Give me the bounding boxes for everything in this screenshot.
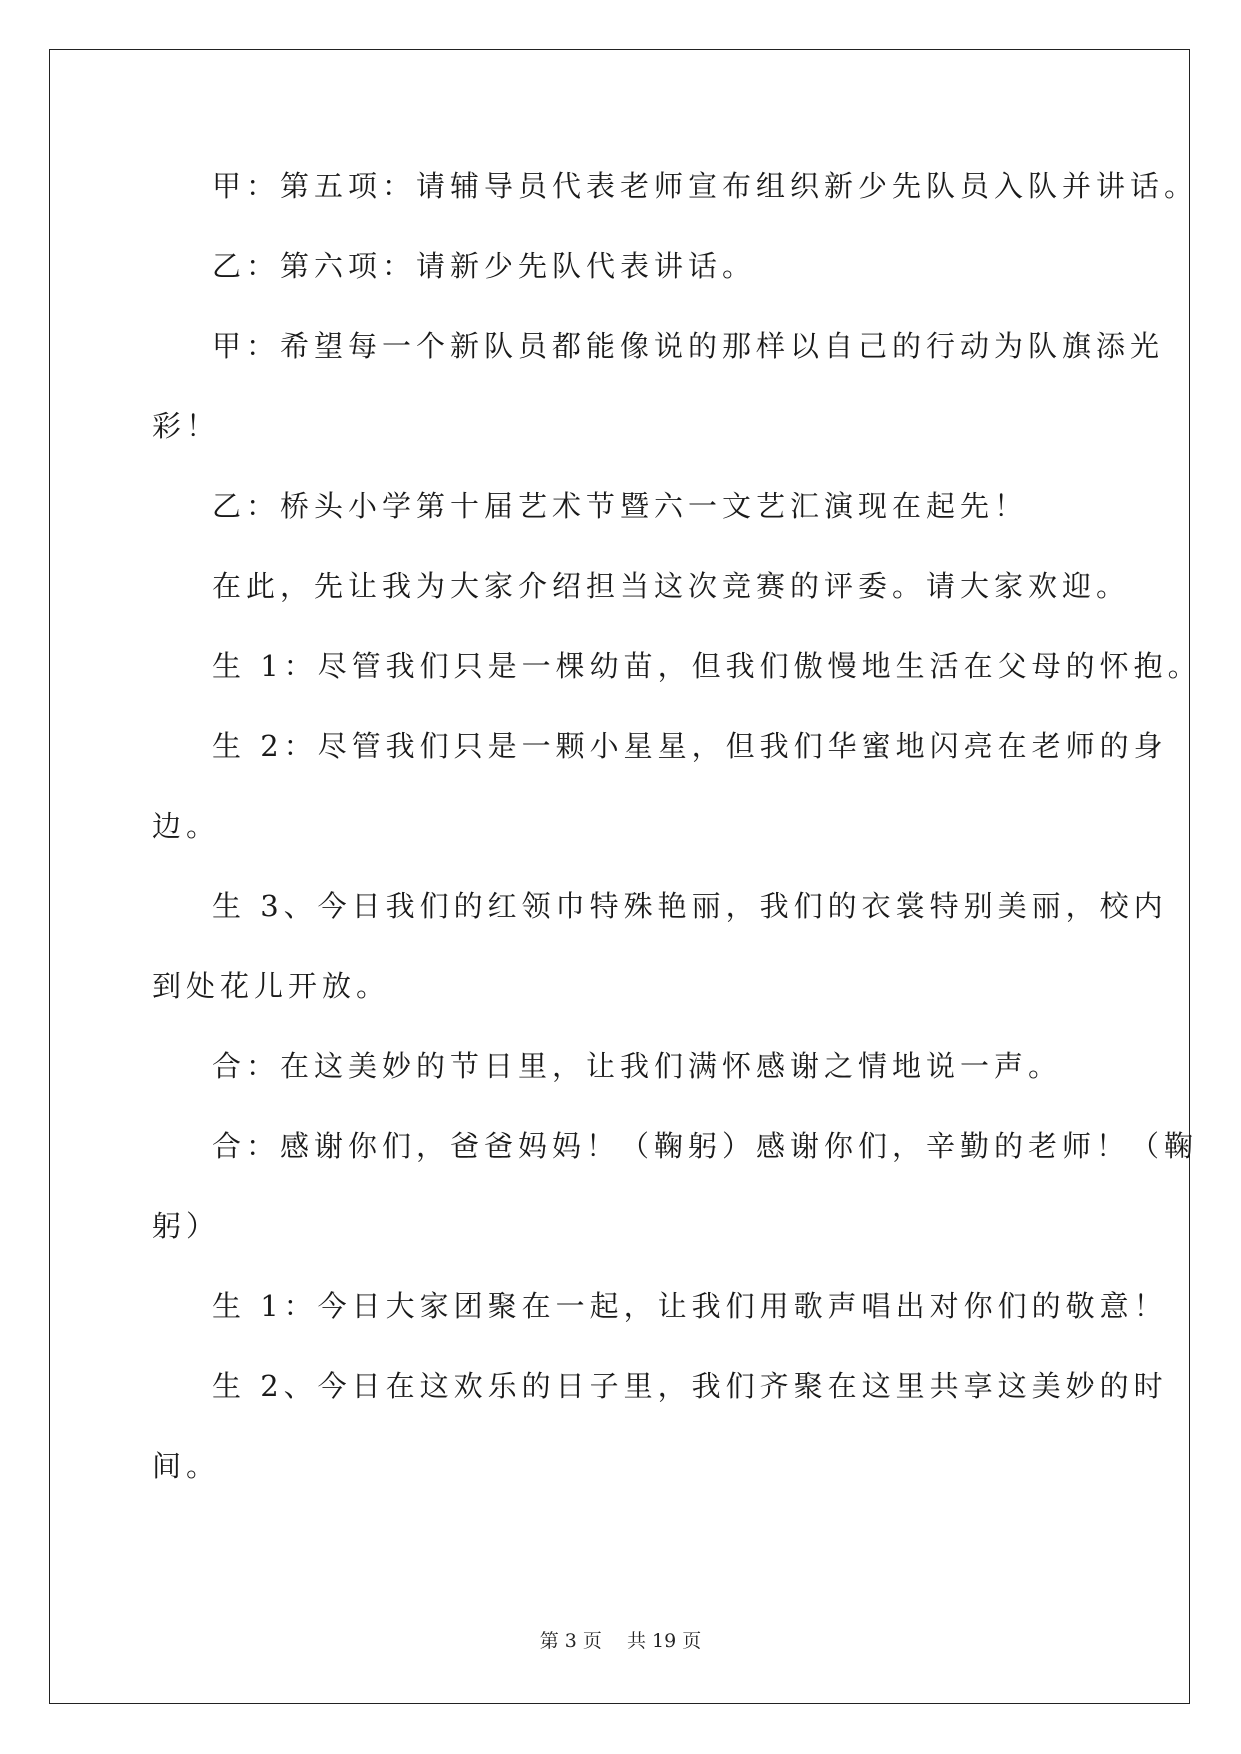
paragraph-line: 生 1：尽管我们只是一棵幼苗，但我们傲慢地生活在父母的怀抱。: [212, 649, 1202, 683]
paragraph-line: 乙：第六项：请新少先队代表讲话。: [212, 249, 757, 283]
paragraph-line: 乙：桥头小学第十届艺术节暨六一文艺汇演现在起先！: [212, 489, 1029, 523]
paragraph-line: 到处花儿开放。: [152, 969, 391, 1003]
paragraph-line: 边。: [152, 809, 221, 843]
paragraph-line: 生 2、今日在这欢乐的日子里，我们齐聚在这里共享这美妙的时: [212, 1369, 1168, 1403]
document-body: [152, 164, 1202, 1524]
paragraph-line: 生 1：今日大家团聚在一起，让我们用歌声唱出对你们的敬意！: [212, 1289, 1168, 1323]
paragraph-line: 合：在这美妙的节日里，让我们满怀感谢之情地说一声。: [212, 1049, 1063, 1083]
paragraph-line: 躬）: [152, 1209, 221, 1243]
paragraph-line: 甲：第五项：请辅导员代表老师宣布组织新少先队员入队并讲话。: [212, 169, 1199, 203]
paragraph-line: 生 3、今日我们的红领巾特殊艳丽，我们的衣裳特别美丽，校内: [212, 889, 1168, 923]
paragraph-line: 在此，先让我为大家介绍担当这次竞赛的评委。请大家欢迎。: [212, 569, 1131, 603]
paragraph-line: 间。: [152, 1449, 221, 1483]
paragraph-line: 甲：希望每一个新队员都能像说的那样以自己的行动为队旗添光: [212, 329, 1165, 363]
paragraph-line: 彩！: [152, 409, 221, 443]
paragraph-line: 生 2：尽管我们只是一颗小星星，但我们华蜜地闪亮在老师的身: [212, 729, 1168, 763]
paragraph-line: 合：感谢你们，爸爸妈妈！（鞠躬）感谢你们，辛勤的老师！（鞠: [212, 1129, 1199, 1163]
page-number-footer: 第 3 页 共 19 页: [539, 1630, 702, 1652]
